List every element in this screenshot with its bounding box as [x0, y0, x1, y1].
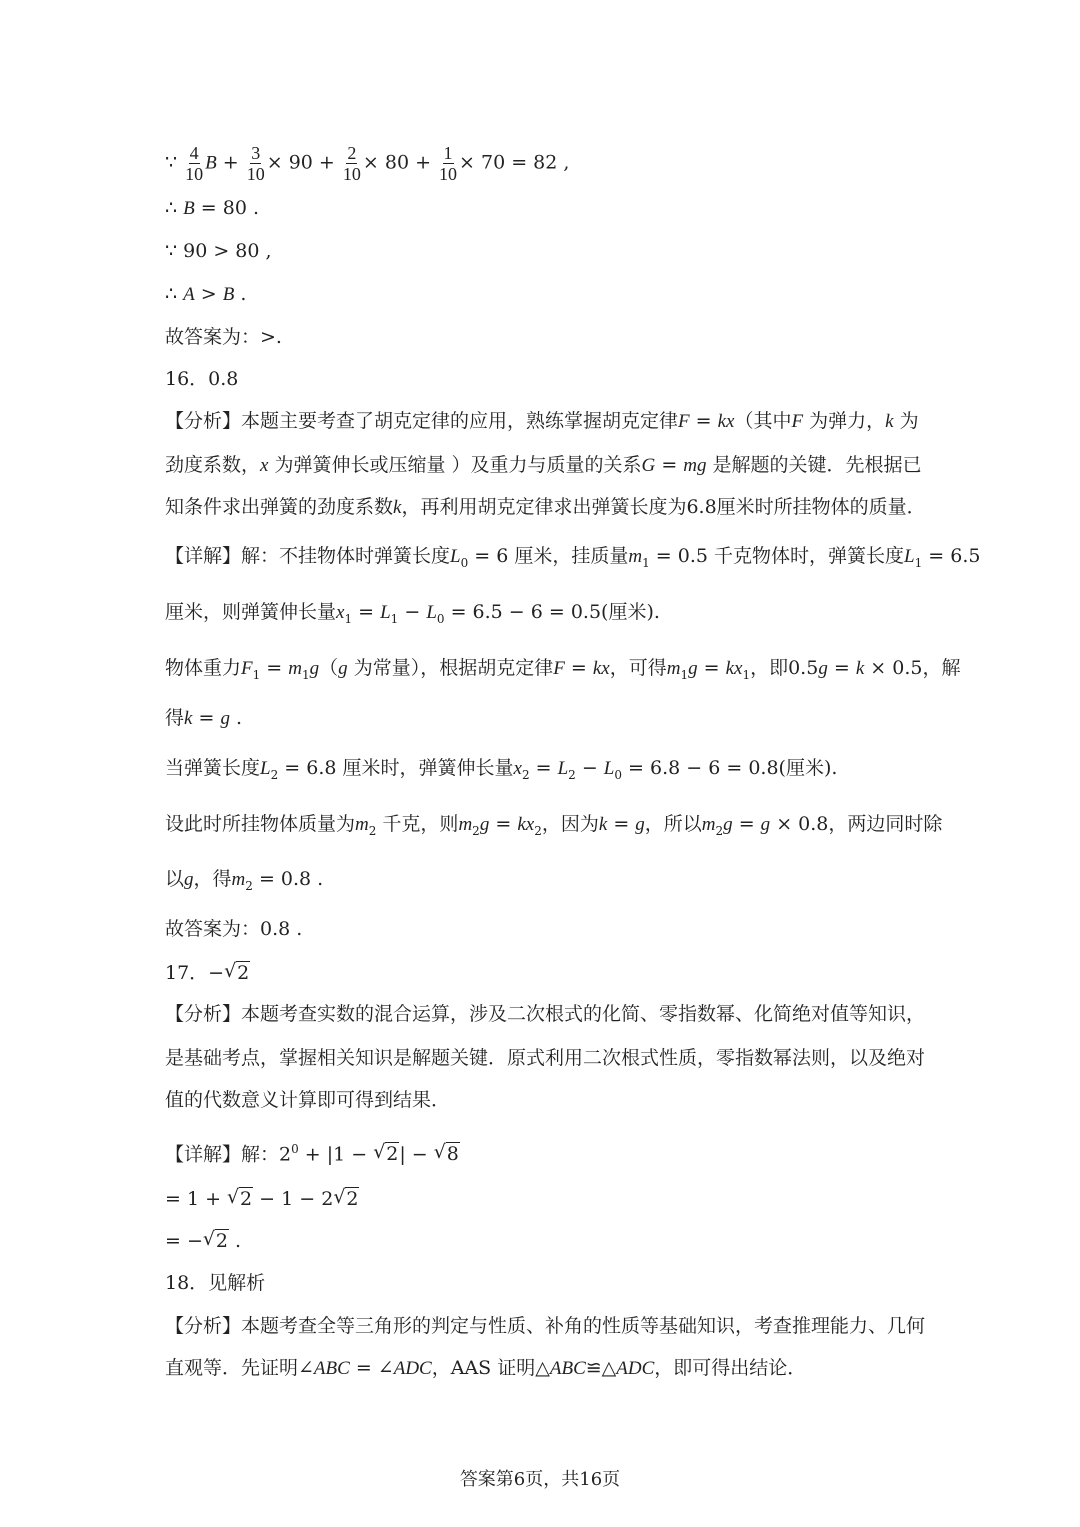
line-20: 是基础考点，掌握相关知识是解题关键．原式利用二次根式性质，零指数幂法则，以及绝对 — [165, 1047, 926, 1069]
line-19: 【分析】本题考查实数的混合运算，涉及二次根式的化简、零指数幂、化简绝对值等知识， — [165, 1003, 926, 1025]
line-11: 厘米，则弹簧伸长量$x_1 = L_1 - L_0 = 6.5 - 6 = 0.5$(厘米). — [165, 601, 660, 626]
line-3: ∵ 90 > 80 , — [165, 240, 272, 262]
line-9: 知条件求出弹簧的劲度系数k，再利用胡克定律求出弹簧长度为6.8厘米时所挂物体的质量． — [165, 496, 926, 518]
line-27: 直观等．先证明∠ABC = ∠ADC，AAS 证明△ABC≌△ADC，即可得出结论． — [165, 1357, 807, 1379]
question-16-answer: 16．0.8 — [165, 368, 239, 390]
line-10: 【详解】解：不挂物体时弹簧长度$L_0 = 6$ 厘米，挂质量$m_1 = 0.5$ 千克物体时，弹簧长度$L_1 = 6.5$ — [165, 545, 981, 570]
line-8: 劲度系数，x 为弹簧伸长或压缩量 ）及重力与质量的关系G = mg 是解题的关键．先根据已 — [165, 454, 922, 476]
line-4: ∴ A > B . — [165, 283, 247, 305]
line-17: 故答案为：0.8 . — [165, 918, 303, 940]
question-17-answer: 17．−√ 2 — [165, 958, 920, 988]
line-22: 【详解】解：$2^0 + |1$ − √ 2| − √ 8 — [165, 1134, 920, 1169]
line-5: 故答案为：>. — [165, 326, 282, 348]
line-21: 值的代数意义计算即可得到结果． — [165, 1089, 451, 1111]
line-16: 以g，得$m_2 = 0.8$ . — [165, 868, 324, 893]
page-footer: 答案第6页，共16页 — [459, 1469, 621, 1490]
line-12: 物体重力$F_1 = m_1g(g$ 为常量），根据胡克定律F = kx，可得$m_1g = kx_1$，即0.5g = k × 0.5，解 — [165, 657, 961, 682]
line-7: 【分析】本题主要考查了胡克定律的应用，熟练掌握胡克定律F = kx（其中F 为弹力，k 为 — [165, 410, 919, 432]
line-2: ∴ B = 80 . — [165, 197, 260, 219]
line-13: 得k = g . — [165, 707, 243, 729]
line-26: 【分析】本题考查全等三角形的判定与性质、补角的性质等基础知识，考查推理能力、几何 — [165, 1315, 926, 1337]
line-15: 设此时所挂物体质量为$m_2$ 千克，则$m_2g = kx_2$，因为k = g，所以$m_2g = g \times 0.8$，两边同时除 — [165, 813, 943, 838]
line-1: ∵ $\frac{4}{10}$ B + $\frac{3}{10}$ × 90 + $\frac{2}{10}$ × 80 + $\frac{1}{10}$ × 70 = 82 , — [165, 143, 570, 184]
line-24: = −√ 2 . — [165, 1226, 920, 1256]
line-23: = 1 + √ 2 − 1 − 2√ 2 — [165, 1184, 920, 1214]
line-14: 当弹簧长度$L_2 = 6.8$ 厘米时，弹簧伸长量$x_2 = L_2 - L_0 = 6.8 - 6 = 0.8$(厘米). — [165, 757, 838, 782]
question-18-answer: 18．见解析 — [165, 1272, 266, 1294]
